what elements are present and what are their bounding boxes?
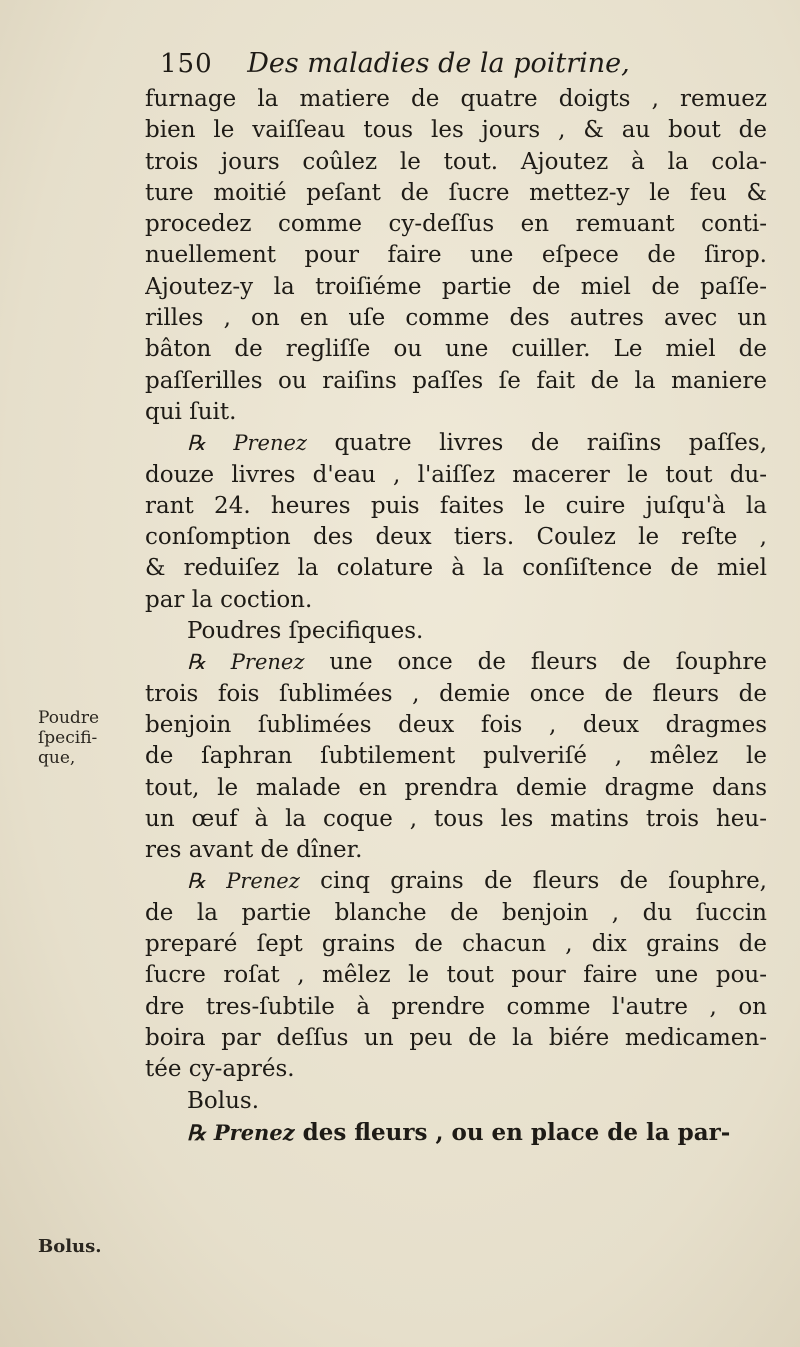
text-line: benjoin ſublimées deux fois , deux dragmes — [145, 711, 767, 738]
recipe-text: une once de fleurs de ſouphre — [329, 649, 767, 676]
prenez-label: Prenez — [230, 650, 305, 675]
text-line: & reduiſez la colature à la conſiſtence de miel — [145, 555, 767, 582]
main-text — [145, 84, 767, 1148]
page-number: 150 — [160, 49, 213, 79]
section-heading: Bolus. — [187, 1087, 260, 1114]
text-line: tée cy-aprés. — [145, 1056, 295, 1083]
text-line: paſſerilles ou raiſins paſſes ſe fait de la maniere — [145, 367, 767, 394]
section-heading: Poudres ſpecifiques. — [187, 618, 424, 645]
recipe-text: des fleurs , ou en place de la par- — [302, 1118, 731, 1146]
prenez-label: Prenez — [233, 431, 307, 456]
recipe-symbol: ℞ — [187, 650, 206, 675]
running-title: Des maladies de la poitrine, — [247, 48, 630, 79]
margin-note-bolus: Bolus. — [38, 1236, 102, 1257]
text-line: un œuf à la coque , tous les matins trois heu- — [145, 805, 767, 832]
text-line: bâton de regliſſe ou une cuiller. Le miel de — [145, 336, 767, 363]
text-line: res avant de dîner. — [145, 837, 363, 864]
text-line: procedez comme cy-deſſus en remuant conti- — [145, 211, 767, 238]
recipe-line — [145, 428, 767, 459]
text-line: de ſaphran ſubtilement pulveriſé , mêlez le — [145, 743, 767, 770]
recipe-text: quatre livres de raiſins paſſes, — [334, 430, 767, 457]
margin-note-poudre — [38, 708, 99, 768]
text-line: tout, le malade en prendra demie dragme dans — [145, 774, 767, 801]
text-line: trois fois ſublimées , demie once de fleurs de — [145, 680, 767, 707]
text-line: Ajoutez-y la troiſiéme partie de miel de paſſe- — [145, 273, 767, 300]
text-line: par la coction. — [145, 586, 313, 613]
recipe-text: cinq grains de fleurs de ſouphre, — [320, 868, 767, 895]
running-header — [160, 44, 780, 84]
text-line: trois jours coûlez le tout. Ajoutez à la cola- — [145, 148, 767, 175]
text-line: de la partie blanche de benjoin , du ſuccin — [145, 899, 767, 926]
text-line: ture moitié peſant de ſucre mettez-y le feu & — [145, 179, 767, 206]
text-line: qui ſuit. — [145, 398, 237, 425]
text-line: preparé ſept grains de chacun , dix grains de — [145, 931, 767, 958]
prenez-label: Prenez — [213, 1119, 295, 1145]
text-line: bien le vaiſſeau tous les jours , & au bout de — [145, 117, 767, 144]
margin-note-line: ſpecifi- — [38, 728, 98, 748]
text-line: boira par deſſus un peu de la biére medicamen- — [145, 1024, 767, 1051]
recipe-line — [145, 866, 767, 897]
text-line: rant 24. heures puis faites le cuire juſqu'à la — [145, 492, 767, 519]
margin-note-line: Poudre — [38, 708, 100, 728]
text-line: rilles , on en uſe comme des autres avec un — [145, 305, 767, 332]
text-line: furnage la matiere de quatre doigts , remuez — [145, 86, 767, 112]
recipe-line — [145, 1117, 767, 1148]
recipe-symbol: ℞ — [187, 869, 206, 894]
prenez-label: Prenez — [226, 869, 300, 894]
recipe-symbol: ℞ — [187, 1119, 206, 1145]
recipe-line — [145, 647, 767, 678]
text-line: conſomption des deux tiers. Coulez le reſte , — [145, 524, 767, 551]
text-line: douze livres d'eau , l'aiſſez macerer le tout du- — [145, 461, 767, 488]
recipe-symbol: ℞ — [187, 431, 206, 456]
margin-note-line: que, — [38, 748, 76, 768]
text-line: nuellement pour faire une eſpece de ſirop. — [145, 242, 767, 269]
text-line: dre tres-ſubtile à prendre comme l'autre , on — [145, 993, 767, 1020]
text-line: ſucre roſat , mêlez le tout pour faire une pou- — [145, 962, 767, 989]
